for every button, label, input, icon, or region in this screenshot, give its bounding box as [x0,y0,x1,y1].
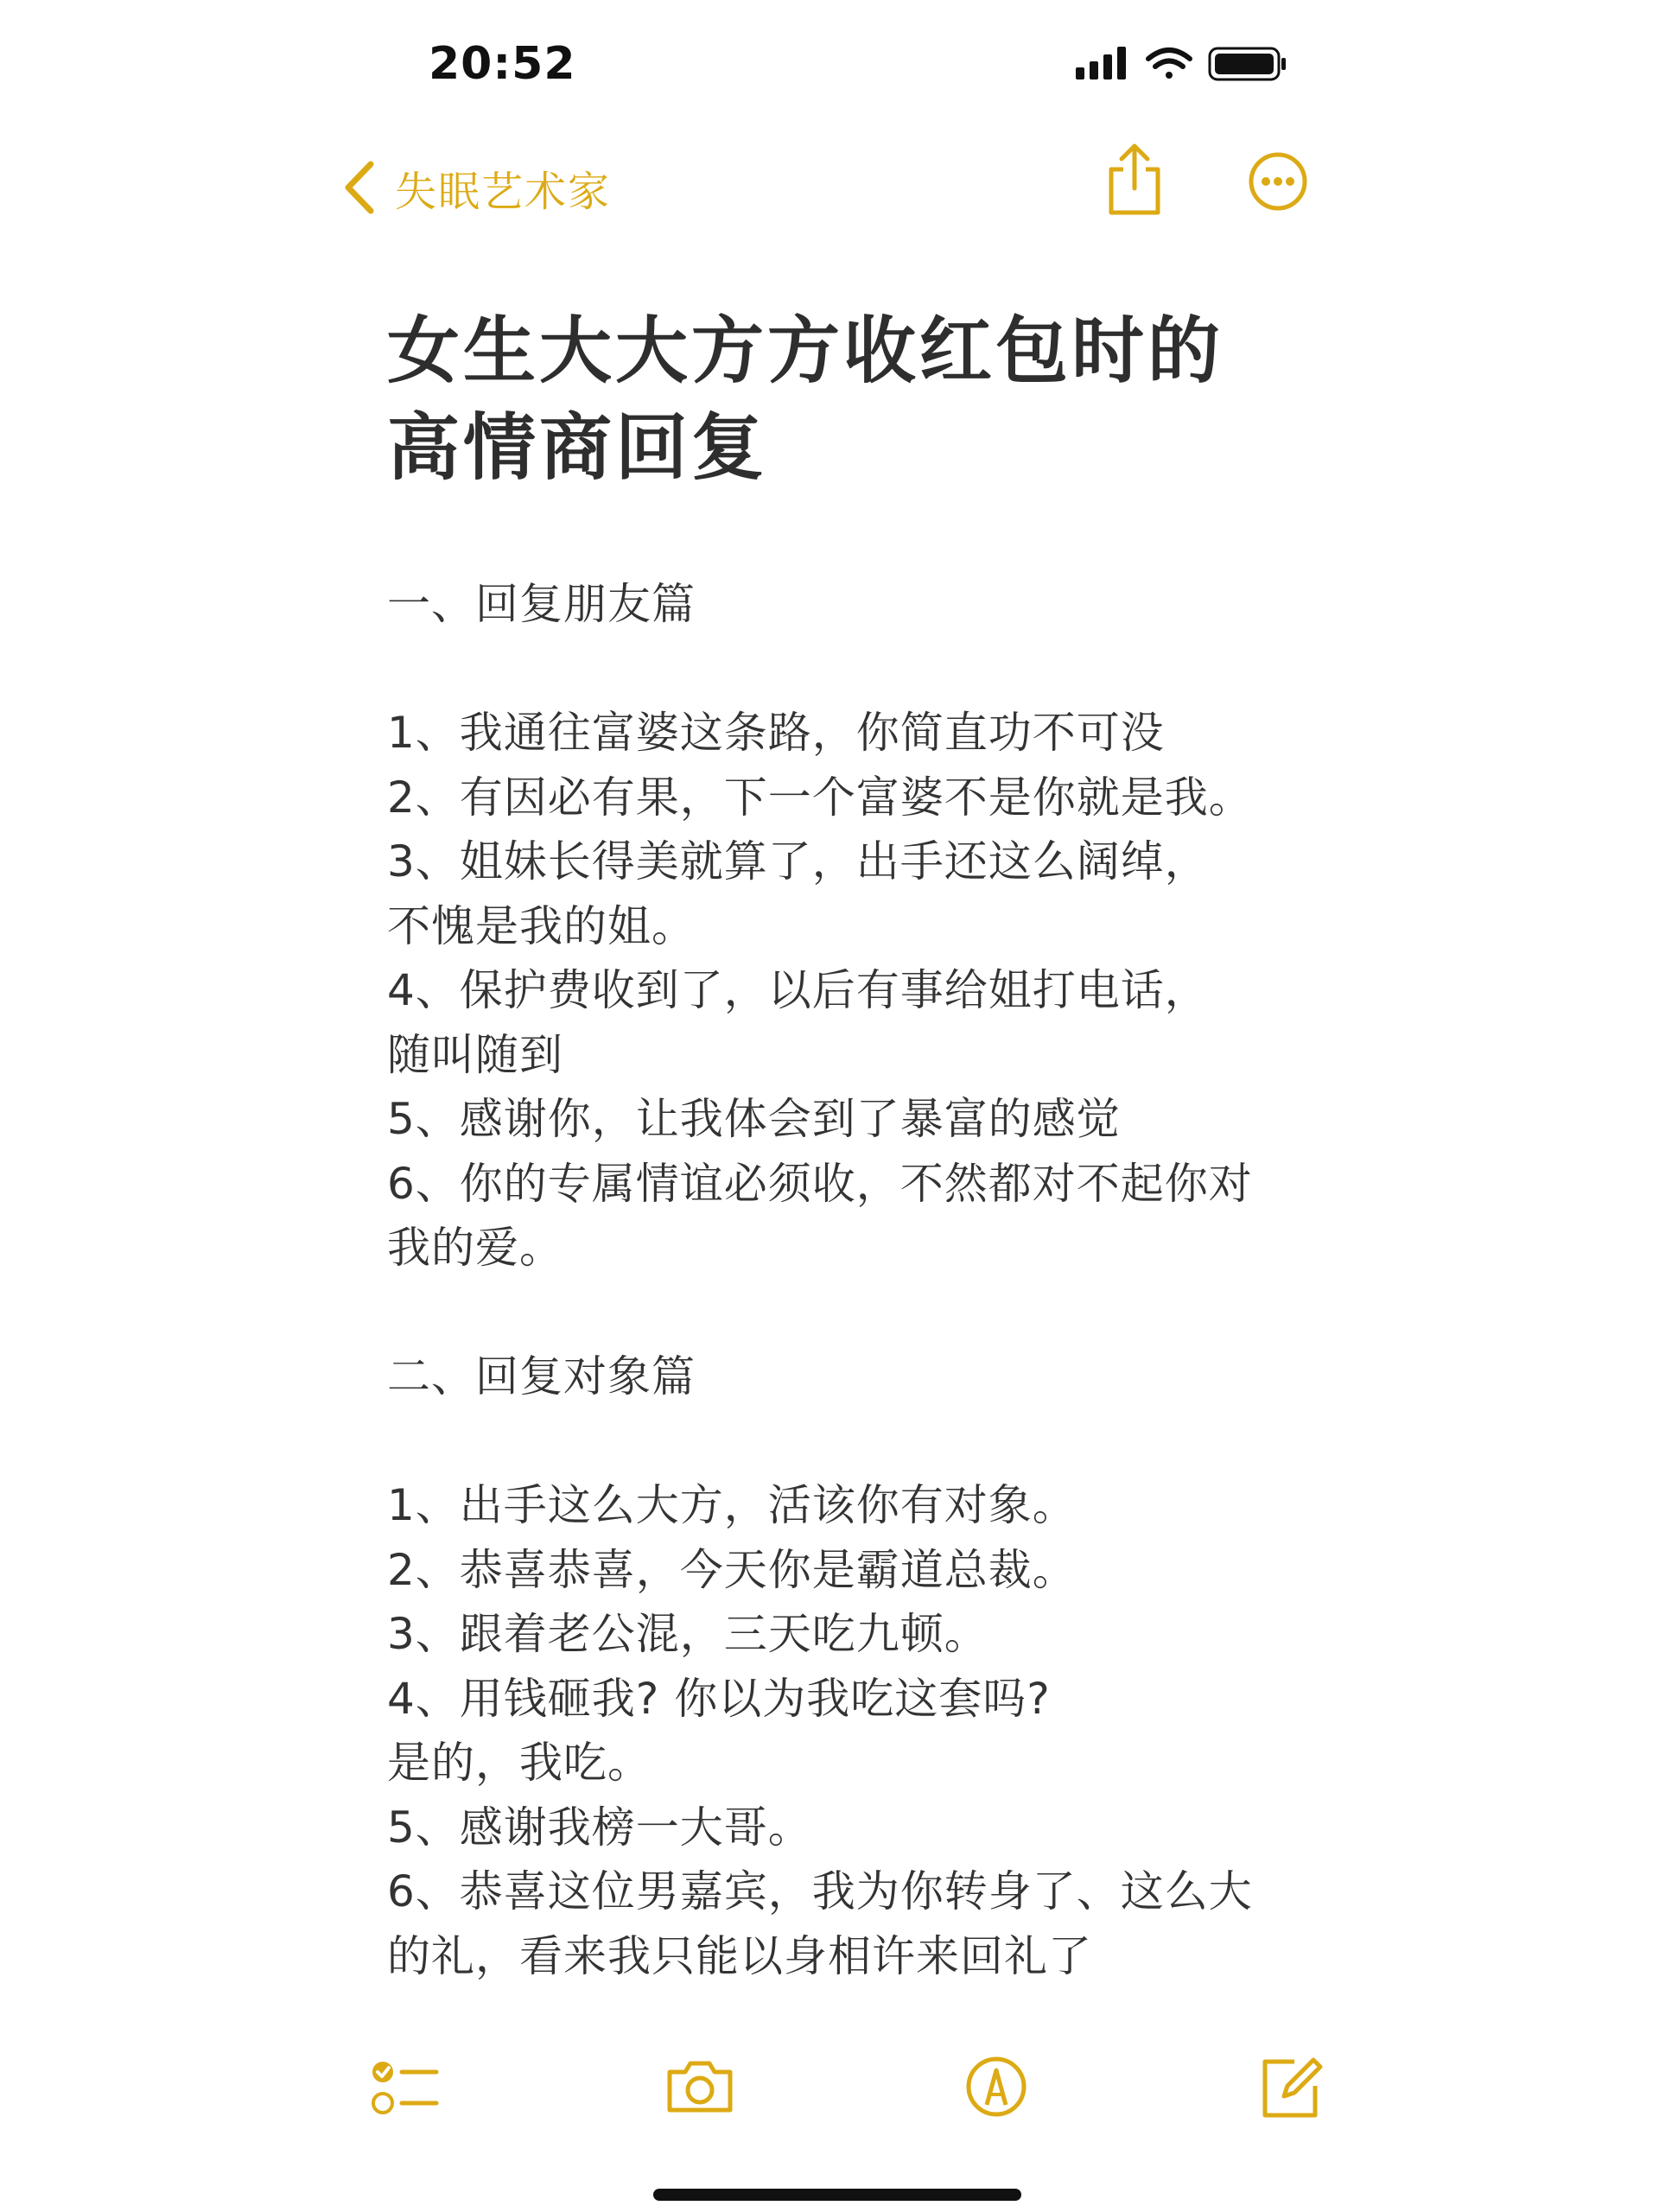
note-line: 6、恭喜这位男嘉宾，我为你转身了、这么大 [387,1866,1253,1916]
note-line: 1、我通往富婆这条路，你简直功不可没 [387,708,1165,758]
markup-pen-icon [957,2048,1035,2126]
note-line: 2、恭喜恭喜，今天你是霸道总裁。 [387,1544,1077,1595]
note-text [387,572,1338,1988]
more-button[interactable] [1247,150,1309,213]
back-button[interactable] [341,153,611,222]
note-title [387,302,1338,496]
note-line: 我的爱。 [387,1223,563,1273]
cellular-signal-icon [1076,47,1126,79]
note-line: 1、出手这么大方，活该你有对象。 [387,1480,1077,1530]
blank-line [387,637,1338,702]
status-time: 20:52 [429,38,576,90]
battery-icon [1210,48,1286,79]
checklist-icon [367,2048,445,2126]
more-icon [1247,150,1309,213]
note-line: 不愧是我的姐。 [387,900,696,951]
note-line: 5、感谢你，让我体会到了暴富的感觉 [387,1094,1121,1144]
note-line: 的礼，看来我只能以身相许来回礼了 [387,1930,1092,1981]
blank-line [387,1409,1338,1474]
home-indicator[interactable] [653,2189,1021,2201]
note-line: 6、你的专属情谊必须收，不然都对不起你对 [387,1158,1253,1209]
status-bar [0,0,1659,130]
section-heading: 一、回复朋友篇 [387,579,696,629]
compose-icon [1253,2048,1331,2126]
wifi-icon [1148,50,1190,79]
blank-line [387,1281,1338,1345]
note-line: 随叫随到 [387,1029,563,1080]
share-icon [1104,140,1165,218]
note-line: 3、跟着老公混，三天吃九顿。 [387,1609,988,1659]
section-heading: 二、回复对象篇 [387,1351,696,1402]
note-title-line: 女生大大方方收红包时的 [387,308,1224,393]
note-line: 2、有因必有果，下一个富婆不是你就是我。 [387,772,1253,823]
compose-button[interactable] [1253,2048,1331,2126]
chevron-left-icon [341,159,376,216]
share-button[interactable] [1104,140,1165,218]
note-line: 5、感谢我榜一大哥。 [387,1802,812,1853]
checklist-button[interactable] [367,2048,445,2126]
note-line: 4、用钱砸我? 你以为我吃这套吗? [387,1673,1051,1724]
bottom-toolbar [0,2039,1659,2134]
note-title-line: 高情商回复 [387,405,768,490]
status-icons [1076,45,1292,88]
back-label: 失眠艺术家 [395,167,612,216]
camera-icon [661,2048,739,2126]
note-line: 是的，我吃。 [387,1738,652,1788]
note-line: 3、姐妹长得美就算了，出手还这么阔绰， [387,836,1209,887]
note-body[interactable] [387,302,1338,1988]
note-line: 4、保护费收到了，以后有事给姐打电话， [387,965,1209,1015]
markup-button[interactable] [957,2048,1035,2126]
nav-bar [0,138,1659,233]
camera-button[interactable] [661,2048,739,2126]
